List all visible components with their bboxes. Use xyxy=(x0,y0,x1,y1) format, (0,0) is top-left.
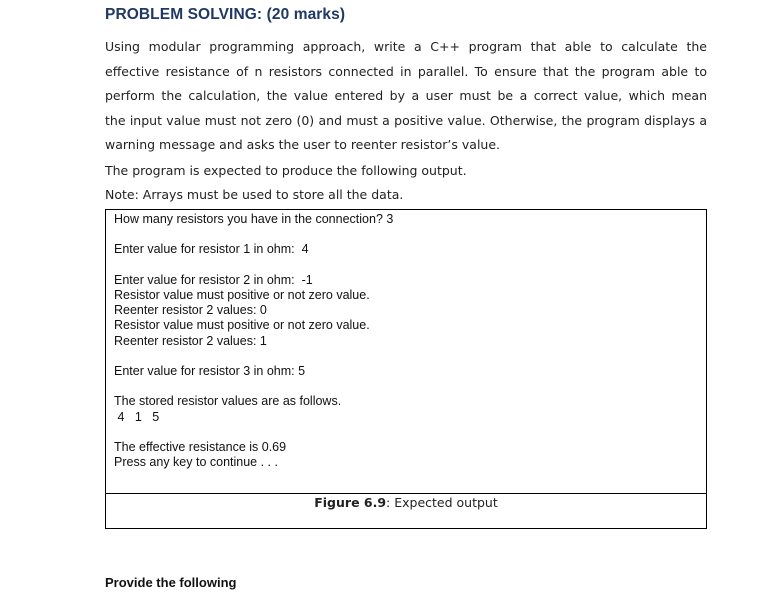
console-line: How many resistors you have in the connection? 3 xyxy=(114,212,394,226)
figure-caption xyxy=(106,495,706,510)
console-line: The stored resistor values are as follows. xyxy=(114,394,342,409)
console-line xyxy=(114,227,674,242)
console-line: Enter value for resistor 1 in ohm: 4 xyxy=(114,242,309,257)
problem-description xyxy=(105,35,707,158)
description-line: perform the calculation, the value entered by a user must be a correct value, which mean xyxy=(105,88,707,103)
console-line: Reenter resistor 2 values: 1 xyxy=(114,333,267,348)
description-line: Using modular programming approach, write a C++ program that able to calculate the xyxy=(105,39,707,54)
caption-divider xyxy=(106,493,706,494)
note-line: Note: Arrays must be used to store all the data. xyxy=(105,187,404,202)
console-line: The effective resistance is 0.69 xyxy=(114,439,287,454)
console-line xyxy=(114,425,674,440)
console-line: Press any key to continue . . . xyxy=(114,455,278,470)
console-line: Enter value for resistor 2 in ohm: -1 xyxy=(114,272,313,287)
console-line: Resistor value must positive or not zero value. xyxy=(114,318,370,333)
description-line: warning message and asks the user to reenter resistor’s value. xyxy=(105,137,501,152)
figure-label: Figure 6.9 xyxy=(314,495,387,510)
console-line: Resistor value must positive or not zero value. xyxy=(114,287,370,302)
console-line: 4 1 5 xyxy=(114,409,160,424)
description-line: the input value must not zero (0) and must a positive value. Otherwise, the program displays a xyxy=(105,112,707,128)
problem-heading: PROBLEM SOLVING: (20 marks) xyxy=(105,6,346,23)
console-line xyxy=(114,379,674,394)
expected-output-line: The program is expected to produce the following output. xyxy=(105,163,467,178)
expected-output-box xyxy=(105,209,707,529)
console-line: Reenter resistor 2 values: 0 xyxy=(114,303,267,318)
console-line xyxy=(114,349,674,364)
console-line: Enter value for resistor 3 in ohm: 5 xyxy=(114,363,306,378)
provide-heading: Provide the following xyxy=(105,575,237,590)
console-output xyxy=(114,212,674,470)
description-line: effective resistance of n resistors connected in parallel. To ensure that the program able to xyxy=(105,63,707,79)
console-line xyxy=(114,258,674,273)
figure-caption-text: : Expected output xyxy=(386,495,498,510)
